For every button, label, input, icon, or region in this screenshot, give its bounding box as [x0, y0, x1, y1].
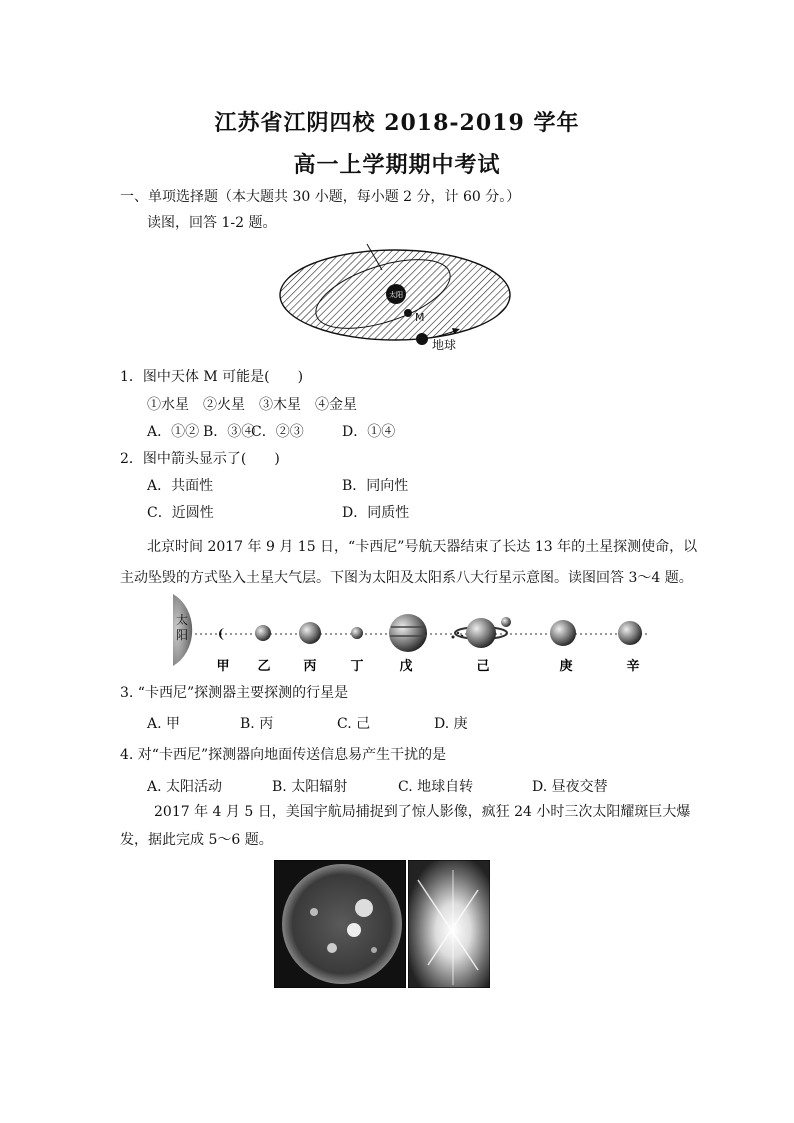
q1-items: ①水星 ②火星 ③木星 ④金星 — [147, 397, 357, 413]
q3-option-c: C. 己 — [337, 716, 371, 732]
planet-ding — [351, 627, 363, 639]
q4-option-a: A. 太阳活动 — [147, 779, 223, 795]
q1-option-a: A．①② — [147, 424, 200, 440]
q1-option-c: C．②③ — [251, 424, 304, 440]
label-xin: 辛 — [626, 659, 640, 674]
label-yi: 乙 — [257, 659, 271, 674]
planet-xin — [618, 621, 642, 645]
sun-label-bottom: 阳 — [176, 628, 189, 642]
passage3-line1: 2017 年 4 月 5 日，美国宇航局捕捉到了惊人影像，疯狂 24 小时三次太阳耀斑巨大爆 — [154, 804, 691, 820]
q2-option-a: A．共面性 — [147, 478, 214, 494]
exam-title-line1: 江苏省江阴四校 2018-2019 学年 — [214, 110, 580, 136]
q4-option-c: C. 地球自转 — [398, 779, 474, 795]
label-ji: 己 — [476, 659, 490, 674]
q1-stem: 1．图中天体 M 可能是( ) — [120, 369, 304, 385]
q1-option-b: B．③④ — [203, 424, 256, 440]
passage3-line2: 发，据此完成 5～6 题。 — [120, 832, 273, 848]
passage2-line2: 主动坠毁的方式坠入土星大气层。下图为太阳及太阳系八大行星示意图。读图回答 3～4 题。 — [120, 570, 693, 586]
label-bing: 丙 — [303, 659, 317, 674]
m-label: M — [415, 311, 425, 324]
section-intro: 读图，回答 1-2 题。 — [147, 215, 277, 231]
q3-option-a: A. 甲 — [147, 716, 181, 732]
planet-ji — [466, 618, 496, 648]
planet-geng — [550, 620, 576, 646]
planet-bing — [299, 622, 321, 644]
planet-wu — [389, 614, 427, 652]
exam-title-line2: 高一上学期期中考试 — [293, 152, 501, 178]
solar-system-diagram — [165, 590, 655, 678]
orbit-diagram — [270, 238, 530, 356]
q4-stem: 4. 对“卡西尼”探测器向地面传送信息易产生干扰的是 — [120, 747, 447, 763]
q3-stem: 3. “卡西尼”探测器主要探测的行星是 — [120, 685, 349, 701]
planet-m — [404, 309, 412, 317]
label-wu: 戊 — [399, 659, 413, 674]
sun-label-top: 太 — [176, 613, 189, 627]
section-heading: 一、单项选择题（本大题共 30 小题，每小题 2 分，计 60 分。） — [120, 189, 521, 205]
solar-flare-photo-left — [274, 860, 406, 988]
planet-yi — [255, 625, 271, 641]
passage2-line1: 北京时间 2017 年 9 月 15 日，“卡西尼”号航天器结束了长达 13 年的土星探测使命，以 — [147, 539, 698, 555]
q2-option-b: B．同向性 — [342, 478, 409, 494]
label-geng: 庚 — [559, 659, 573, 674]
q3-option-d: D. 庚 — [434, 716, 468, 732]
q4-option-b: B. 太阳辐射 — [272, 779, 348, 795]
saturn-moon — [501, 617, 511, 627]
q1-option-d: D．①④ — [342, 424, 396, 440]
solar-flare-photo-right — [408, 860, 490, 988]
q2-option-d: D．同质性 — [342, 505, 410, 521]
sun-label: 太阳 — [389, 291, 403, 299]
label-jia: 甲 — [216, 659, 230, 674]
earth-label: 地球 — [432, 338, 457, 352]
q4-option-d: D. 昼夜交替 — [532, 779, 608, 795]
q2-stem: 2．图中箭头显示了( ) — [120, 451, 280, 467]
q2-option-c: C．近圆性 — [147, 505, 214, 521]
label-ding: 丁 — [350, 659, 364, 674]
q3-option-b: B. 丙 — [240, 716, 274, 732]
earth-body — [416, 333, 428, 345]
